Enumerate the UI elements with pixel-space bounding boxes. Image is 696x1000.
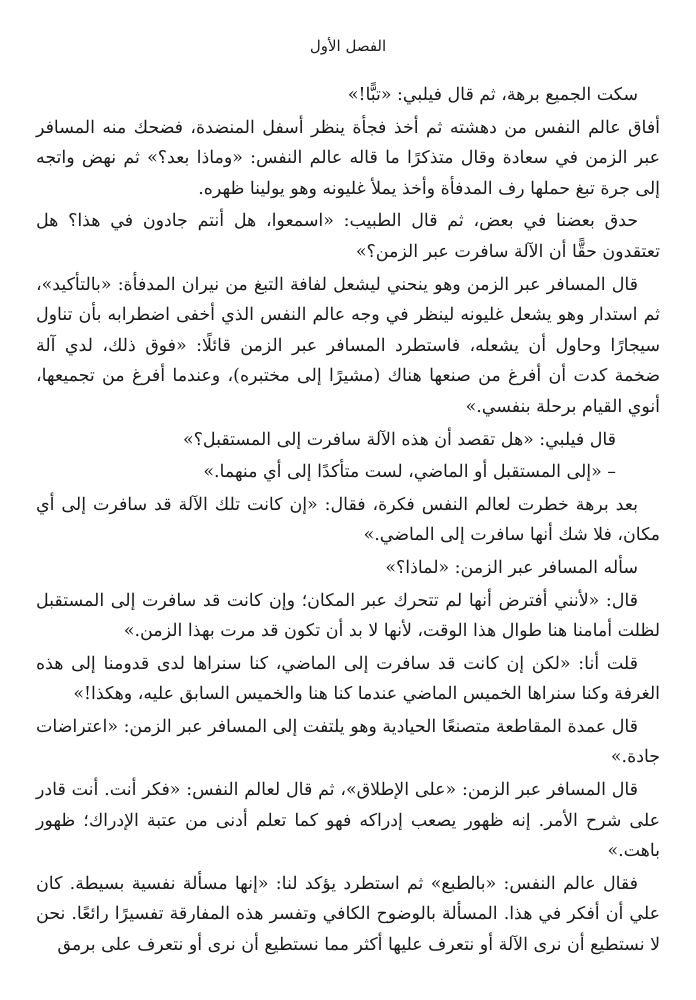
paragraph: سأله المسافر عبر الزمن: «لماذا؟» bbox=[385, 557, 638, 578]
paragraph: قال المسافر عبر الزمن وهو ينحني ليشعل لفافة التبغ من نيران المدفأة: «بالتأكيد»، ثم استدار وهو يشعل غليونه لينظر في وجه عالم النفس الذي أخفى اضطرابه بأن تناول سيجارًا وحاول أن يشعله، فاستطرد المسافر عبر الزمن قائلًا: «فوق ذلك، لدي آلة ضخمة كدت أن أفرغ من صنعها هناك (مشيرًا إلى مختبره)، وعندما أفرغ من تجميعها، أنوي القيام برحلة بنفسي.» bbox=[36, 274, 660, 417]
paragraph: بعد برهة خطرت لعالم النفس فكرة، فقال: «إن كانت تلك الآلة قد سافرت إلى أي مكان، فلا شك أنها سافرت إلى الماضي.» bbox=[36, 494, 660, 546]
paragraph: قال فيلبي: «هل تقصد أن هذه الآلة سافرت إلى المستقبل؟» bbox=[183, 429, 616, 450]
chapter-title: الفصل الأول bbox=[309, 37, 387, 55]
paragraph: فقال عالم النفس: «بالطبع» ثم استطرد يؤكد لنا: «إنها مسألة نفسية بسيطة. كان علي أن أفكر في هذا. المسألة بالوضوح الكافي وتفسر هذه المفارقة تفسيرًا رائعًا. نحن لا نستطيع أن نرى الآلة أو نتعرف عليها أكثر مما نستطيع أن نرى أو نتعرف على برمق bbox=[36, 873, 660, 956]
paragraph: سكت الجميع برهة، ثم قال فيلبي: «تبًّا!» bbox=[347, 85, 638, 105]
paragraph: حدق بعضنا في بعض، ثم قال الطبيب: «اسمعوا، هل أنتم جادون في هذا؟ هل تعتقدون حقًّا أن الآلة سافرت عبر الزمن؟» bbox=[36, 211, 660, 262]
paragraph: قال المسافر عبر الزمن: «على الإطلاق»، ثم قال لعالم النفس: «فكر أنت. أنت قادر على شرح الأمر. إنه ظهور يصعب إدراكه فهو كما تعلم أدنى من عتبة الإدراك؛ ظهور باهت.» bbox=[36, 780, 660, 862]
body-text bbox=[36, 80, 660, 963]
paragraph: قال عمدة المقاطعة متصنعًا الحيادية وهو يلتفت إلى المسافر عبر الزمن: «اعتراضات جادة.» bbox=[36, 716, 660, 768]
paragraph: أفاق عالم النفس من دهشته ثم أخذ فجأة ينظر أسفل المنضدة، فضحك منه المسافر عبر الزمن في سعادة وقال متذكرًا ما قاله عالم النفس: «وماذا بعد؟» ثم نهض واتجه إلى جرة تبغ حملها رف المدفأة وأخذ يملأ غليونه وهو يولينا ظهره. bbox=[36, 117, 660, 199]
paragraph: – «إلى المستقبل أو الماضي، لست متأكدًا إلى أي منهما.» bbox=[203, 462, 616, 483]
paragraph: قال: «لأنني أفترض أنها لم تتحرك عبر المكان؛ وإن كانت قد سافرت إلى المستقبل لظلت أمامنا هنا طوال هذا الوقت، لأنها لا بد أن تكون قد مرت بهذا الزمن.» bbox=[36, 590, 660, 642]
paragraph: قلت أنا: «لكن إن كانت قد سافرت إلى الماضي، كنا سنراها لدى قدومنا إلى هذه الغرفة وكنا سنراها الخميس الماضي عندما كنا هنا والخميس السابق عليه، وهكذا!» bbox=[36, 653, 660, 705]
